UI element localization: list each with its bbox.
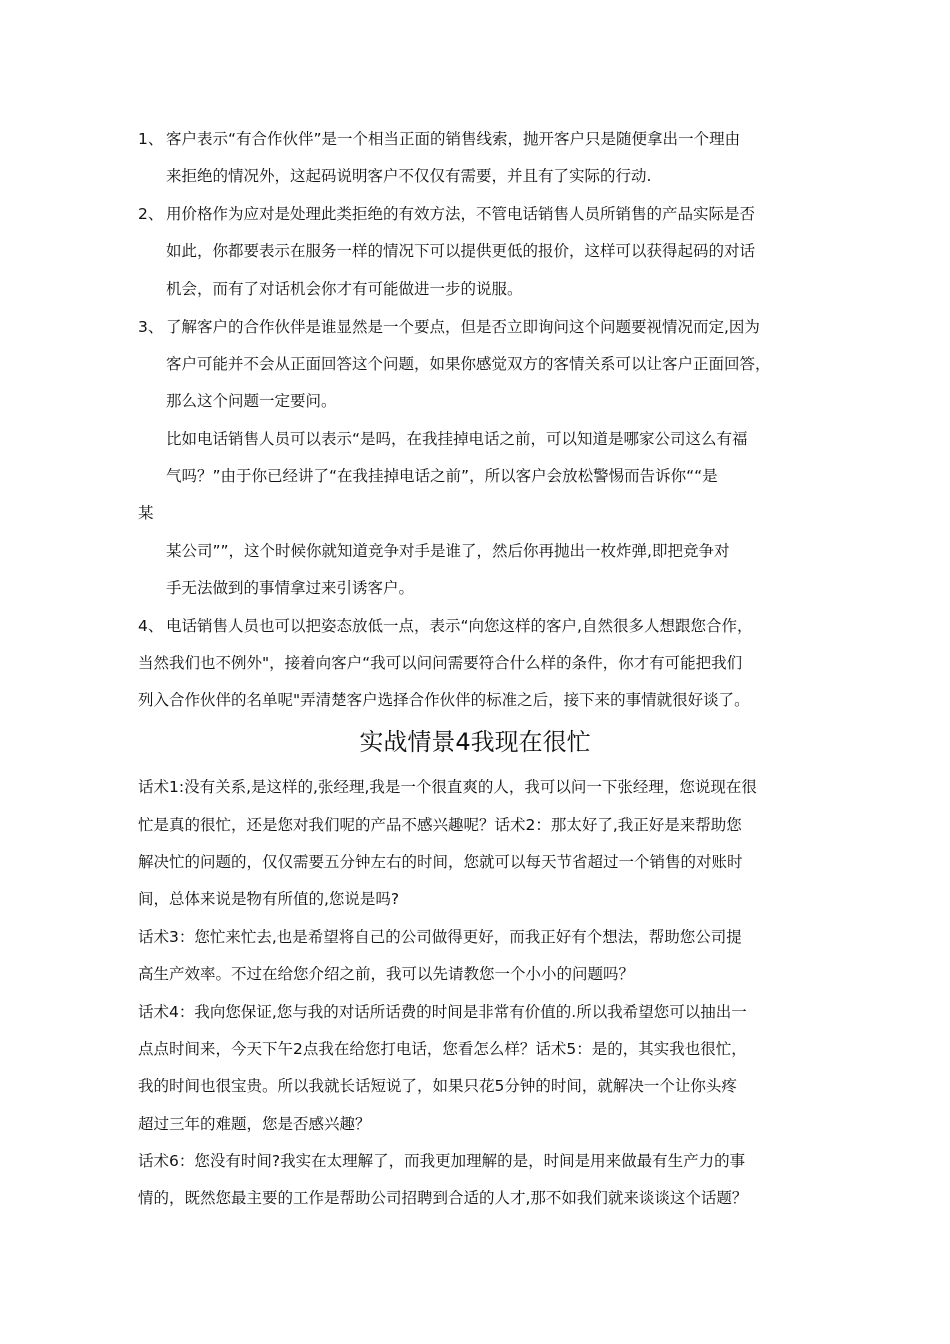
paragraph-line: 解决忙的问题的，仅仅需要五分钟左右的时间，您就可以每天节省超过一个销售的对账时: [138, 853, 743, 871]
paragraph-line: 如此，你都要表示在服务一样的情况下可以提供更低的报价，这样可以获得起码的对话: [166, 242, 756, 260]
orphan-char: 某: [138, 504, 154, 522]
paragraph-line: 客户可能并不会从正面回答这个问题，如果你感觉双方的客情关系可以让客户正面回答，: [166, 355, 771, 373]
paragraph-line: 情的，既然您最主要的工作是帮助公司招聘到合适的人才,那不如我们就来谈谈这个话题？: [138, 1189, 748, 1207]
paragraph-line: 话术6：您没有时间?我实在太理解了，而我更加理解的是，时间是用来做最有生产力的事: [138, 1152, 746, 1170]
paragraph-line: 间，总体来说是物有所值的,您说是吗?: [138, 890, 400, 908]
paragraph-line: 气吗？”由于你已经讲了“在我挂掉电话之前”，所以客户会放松警惕而告诉你““是: [166, 467, 718, 485]
paragraph-line: 了解客户的合作伙伴是谁显然是一个要点，但是否立即询问这个问题要视情况而定,因为: [166, 318, 760, 336]
paragraph-line: 当然我们也不例外"，接着向客户“我可以问问需要符合什么样的条件，你才有可能把我们: [138, 654, 743, 672]
paragraph-line: 我的时间也很宝贵。所以我就长话短说了，如果只花5分钟的时间，就解决一个让你头疼: [138, 1077, 737, 1095]
paragraph-line: 超过三年的难题，您是否感兴趣？: [138, 1115, 371, 1133]
paragraph-line: 客户表示“有合作伙伴”是一个相当正面的销售线索，抛开客户只是随便拿出一个理由: [166, 130, 741, 148]
paragraph-line: 某公司””，这个时候你就知道竞争对手是谁了，然后你再抛出一枚炸弹,即把竞争对: [166, 542, 730, 560]
list-number: 2、: [138, 205, 164, 223]
section-title: 实战情景4我现在很忙: [359, 728, 591, 756]
paragraph-line: 用价格作为应对是处理此类拒绝的有效方法，不管电话销售人员所销售的产品实际是否: [166, 205, 756, 223]
paragraph-line: 点点时间来，今天下午2点我在给您打电话，您看怎么样？话术5：是的，其实我也很忙，: [138, 1040, 747, 1058]
paragraph-line: 话术3：您忙来忙去,也是希望将自己的公司做得更好，而我正好有个想法，帮助您公司提: [138, 928, 742, 946]
paragraph-line: 话术4：我向您保证,您与我的对话所话费的时间是非常有价值的.所以我希望您可以抽出一: [138, 1003, 747, 1021]
paragraph-line: 来拒绝的情况外，这起码说明客户不仅仅有需要，并且有了实际的行动.: [166, 167, 652, 185]
paragraph-line: 手无法做到的事情拿过来引诱客户。: [166, 579, 415, 597]
paragraph-line: 忙是真的很忙，还是您对我们呢的产品不感兴趣呢？话术2：那太好了,我正好是来帮助您: [138, 816, 742, 834]
paragraph-line: 比如电话销售人员可以表示“是吗，在我挂掉电话之前，可以知道是哪家公司这么有福: [166, 430, 748, 448]
paragraph-line: 列入合作伙伴的名单呢"弄清楚客户选择合作伙伴的标准之后，接下来的事情就很好谈了。: [138, 691, 750, 709]
list-number: 3、: [138, 318, 164, 336]
paragraph-line: 那么这个问题一定要问。: [166, 392, 337, 410]
list-number: 4、: [138, 617, 164, 635]
paragraph-line: 话术1:没有关系,是这样的,张经理,我是一个很直爽的人，我可以问一下张经理，您说现在很: [138, 778, 757, 796]
paragraph-line: 机会，而有了对话机会你才有可能做进一步的说服。: [166, 280, 523, 298]
paragraph-line: 电话销售人员也可以把姿态放低一点，表示“向您这样的客户,自然很多人想跟您合作，: [166, 617, 753, 635]
paragraph-line: 高生产效率。不过在给您介绍之前，我可以先请教您一个小小的问题吗？: [138, 965, 635, 983]
list-number: 1、: [138, 130, 164, 148]
